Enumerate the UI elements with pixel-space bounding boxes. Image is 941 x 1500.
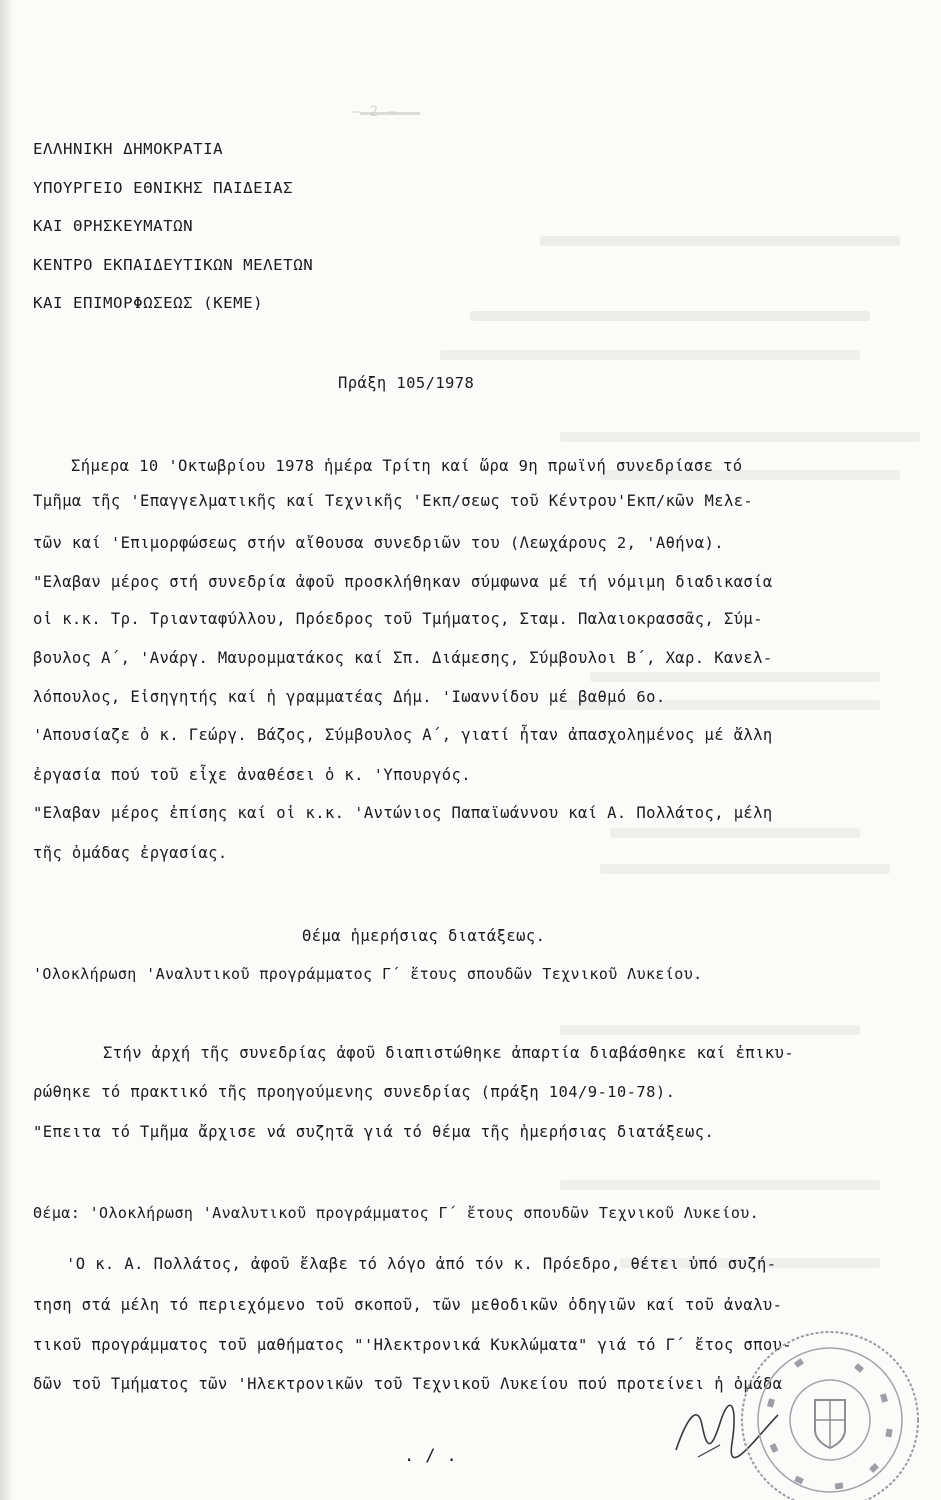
agenda-heading: Θέμα ἡμερήσιας διατάξεως. (302, 927, 546, 945)
bleed-line (560, 1180, 880, 1190)
paragraph-3-line: 'Ο κ. Α. Πολλάτος, ἀφοῦ ἔλαβε τό λόγο ἀπό τόν κ. Πρόεδρο, θέτει ὑπό συζή- (66, 1255, 777, 1273)
header-line-centre: ΚΕΝΤΡΟ ΕΚΠΑΙΔΕΥΤΙΚΩΝ ΜΕΛΕΤΩΝ (33, 256, 314, 274)
paragraph-1-line: ἐργασία πού τοῦ εἶχε ἀναθέσει ὁ κ. 'Υπουργός. (33, 766, 471, 784)
bleed-line (540, 236, 900, 246)
paragraph-3-line: τηση στά μέλη τό περιεχόμενο τοῦ σκοποῦ, τῶν μεθοδικῶν ὁδηγιῶν καί τοῦ ἀναλυ- (33, 1296, 783, 1314)
paragraph-1-line: βουλος Α΄, 'Ανάργ. Μαυρομματάκος καί Σπ. Διάμεσης, Σύμβουλοι Β΄, Χαρ. Κανελ- (33, 649, 773, 667)
header-line-country: ΕΛΛΗΝΙΚΗ ΔΗΜΟΚΡΑΤΙΑ (33, 140, 224, 158)
page-number: — 2 — (352, 104, 397, 120)
paragraph-1-line: λόπουλος, Εἰσηγητής καί ἡ γραμματέας Δήμ. 'Ιωαννίδου μέ βαθμό 6ο. (33, 688, 666, 706)
header-line-centre-cont: ΚΑΙ ΕΠΙΜΟΡΦΩΣΕΩΣ (ΚΕΜΕ) (33, 294, 264, 312)
bleed-line (590, 672, 880, 682)
paragraph-1-line: Τμῆμα τῆς 'Επαγγελματικῆς καί Τεχνικῆς 'Εκπ/σεως τοῦ Κέντρου'Εκπ/κῶν Μελε- (33, 492, 754, 510)
paragraph-1-line: τῶν καί 'Επιμορφώσεως στήν αἴθουσα συνεδριῶν του (Λεωχάρους 2, 'Αθήνα). (33, 534, 724, 552)
continuation-mark: . / . (404, 1446, 458, 1466)
paragraph-3-line: δῶν τοῦ Τμήματος τῶν 'Ηλεκτρονικῶν τοῦ Τεχνικοῦ Λυκείου πού προτείνει ἡ ὁμάδα (33, 1375, 783, 1393)
header-line-ministry: ΥΠΟΥΡΓΕΙΟ ΕΘΝΙΚΗΣ ΠΑΙΔΕΙΑΣ (33, 179, 294, 197)
bleed-line (470, 311, 870, 321)
paragraph-1-line: 'Απουσίαζε ὁ κ. Γεώργ. Βάζος, Σύμβουλος Α΄, γιατί ἦταν ἀπασχολημένος μέ ἄλλη (33, 726, 773, 744)
theme-line: Θέμα: 'Ολοκλήρωση 'Αναλυτικοῦ προγράμματος Γ΄ ἔτους σπουδῶν Τεχνικοῦ Λυκείου. (33, 1204, 760, 1222)
paragraph-1-line: τῆς ὁμάδας ἐργασίας. (33, 844, 228, 862)
bleed-line (560, 432, 920, 442)
bleed-line (560, 1025, 860, 1035)
bleed-line (610, 828, 860, 838)
paragraph-2-line: ρώθηκε τό πρακτικό τῆς προηγούμενης συνεδρίας (πράξη 104/9-10-78). (33, 1083, 676, 1101)
paragraph-1-line: "Ελαβαν μέρος στή συνεδρία ἀφοῦ προσκλήθηκαν σύμφωνα μέ τή νόμιμη διαδικασία (33, 573, 773, 591)
paragraph-2-line: "Επειτα τό Τμῆμα ἄρχισε νά συζητᾶ γιά τό θέμα τῆς ἡμερήσιας διατάξεως. (33, 1123, 715, 1141)
bleed-line (440, 350, 860, 360)
agenda-subject: 'Ολοκλήρωση 'Αναλυτικοῦ προγράμματος Γ΄ ἔτους σπουδῶν Τεχνικοῦ Λυκείου. (33, 965, 703, 983)
bleed-line (600, 864, 890, 874)
official-seal-stamp (735, 1325, 925, 1500)
header-line-ministry-cont: ΚΑΙ ΘΡΗΣΚΕΥΜΑΤΩΝ (33, 217, 194, 235)
paragraph-1-line: Σήμερα 10 'Οκτωβρίου 1978 ἡμέρα Τρίτη καί ὥρα 9η πρωϊνή συνεδρίασε τό (71, 457, 743, 475)
paragraph-1-line: οἱ κ.κ. Τρ. Τριανταφύλλου, Πρόεδρος τοῦ Τμήματος, Σταμ. Παλαιοκρασσᾶς, Σύμ- (33, 610, 763, 628)
paragraph-2-line: Στήν ἀρχή τῆς συνεδρίας ἀφοῦ διαπιστώθηκε ἀπαρτία διαβάσθηκε καί ἐπικυ- (103, 1044, 794, 1062)
act-title: Πράξη 105/1978 (338, 374, 475, 392)
paragraph-1-line: "Ελαβαν μέρος ἐπίσης καί οἱ κ.κ. 'Αντώνιος Παπαϊωάννου καί Α. Πολλάτος, μέλη (33, 804, 773, 822)
paragraph-3-line: τικοῦ προγράμματος τοῦ μαθήματος "'Ηλεκτρονικά Κυκλώματα" γιά τό Γ΄ ἔτος σπου- (33, 1336, 793, 1354)
